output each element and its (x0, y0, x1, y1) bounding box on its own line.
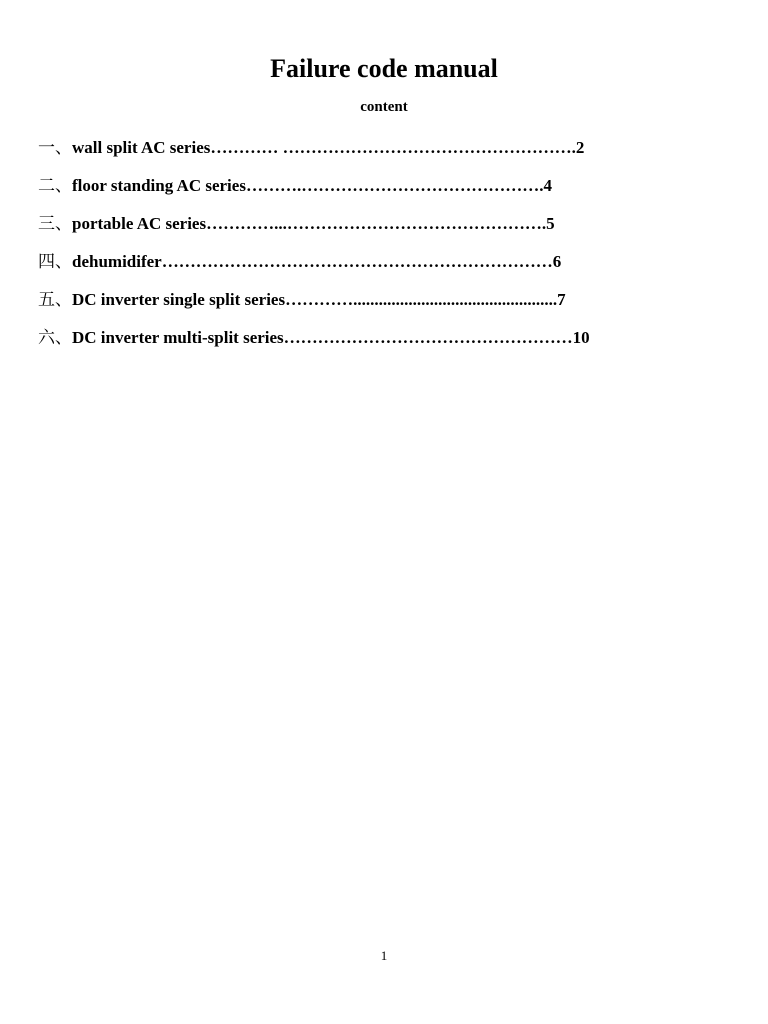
toc-page-number: 6 (552, 252, 562, 271)
toc-marker: 四、 (38, 252, 72, 271)
toc-entry-4[interactable] (38, 249, 678, 287)
toc-leader: ……….……………………………………. (245, 176, 544, 195)
toc-leader: ………… ……………………………………………. (210, 138, 576, 157)
toc-page-number: 10 (572, 328, 590, 347)
toc-page-number: 4 (543, 176, 552, 195)
toc-entry-5[interactable] (38, 287, 678, 325)
toc-marker: 一、 (38, 138, 72, 157)
toc-page-number: 5 (546, 214, 555, 233)
toc-label: DC inverter single split series (72, 290, 286, 309)
toc-entry-6[interactable] (38, 325, 678, 363)
toc-label: portable AC series (72, 214, 207, 233)
footer-page-number: 1 (380, 948, 388, 963)
toc-marker: 五、 (38, 290, 72, 309)
toc-label: DC inverter multi-split series (72, 328, 284, 347)
toc-leader: …………................................................ (285, 290, 558, 309)
toc-page-number: 7 (557, 290, 566, 309)
toc-page-number: 2 (575, 138, 585, 157)
toc-entry-1[interactable] (38, 135, 678, 173)
toc-leader: …………………………………………… (283, 328, 573, 347)
toc-entry-2[interactable] (38, 173, 678, 211)
toc-marker: 三、 (38, 214, 72, 233)
toc-label: wall split AC series (72, 138, 211, 157)
toc-label: floor standing AC series (72, 176, 246, 195)
toc-marker: 二、 (38, 176, 72, 195)
toc-leader: …………...………………………………………. (206, 214, 547, 233)
toc-label: dehumidifer (72, 252, 162, 271)
page-title: Failure code manual (270, 54, 498, 83)
toc-marker: 六、 (38, 328, 72, 347)
toc-leader: …………………………………………………………… (161, 252, 553, 271)
contents-heading: content (360, 99, 408, 115)
table-of-contents (38, 135, 678, 363)
toc-entry-3[interactable] (38, 211, 678, 249)
